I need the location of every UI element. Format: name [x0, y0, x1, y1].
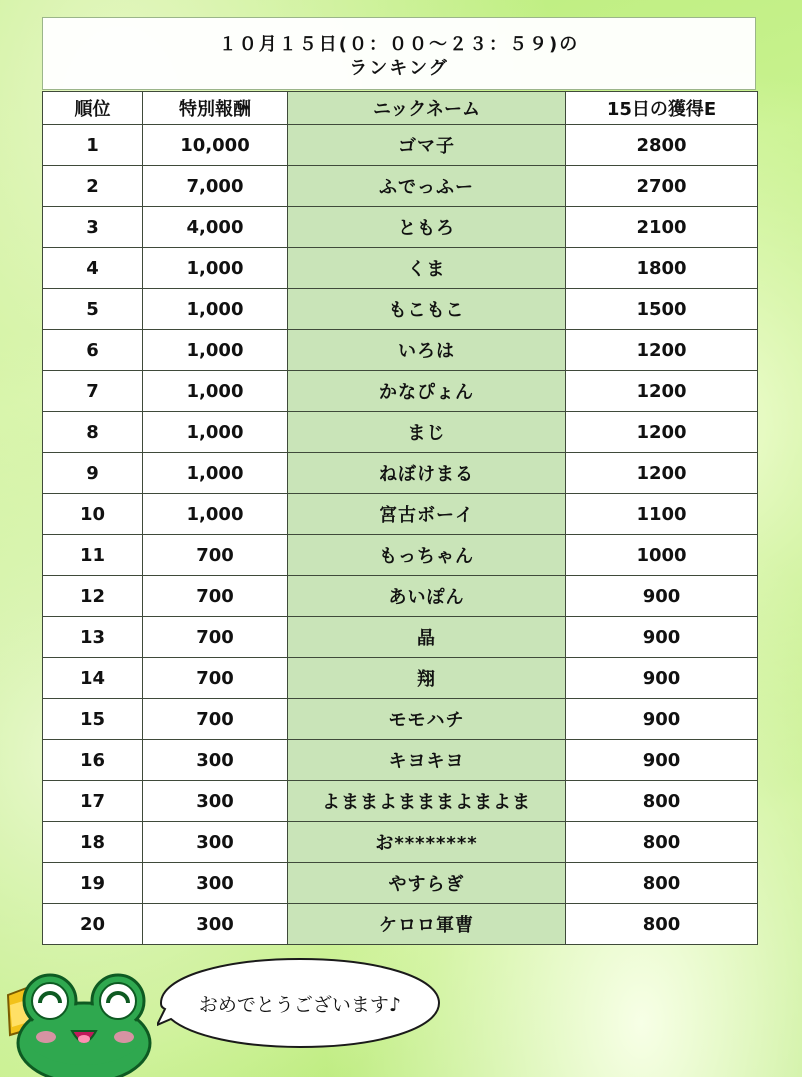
table-row	[43, 453, 758, 494]
rank-cell: 12	[43, 576, 143, 617]
nickname-cell: キヨキヨ	[288, 740, 566, 781]
reward-cell: 1,000	[143, 371, 288, 412]
points-cell: 800	[566, 822, 758, 863]
reward-cell: 1,000	[143, 330, 288, 371]
table-row	[43, 822, 758, 863]
reward-cell: 1,000	[143, 248, 288, 289]
table-row	[43, 576, 758, 617]
rank-cell: 4	[43, 248, 143, 289]
nickname-cell: 晶	[288, 617, 566, 658]
points-cell: 1800	[566, 248, 758, 289]
points-cell: 1200	[566, 371, 758, 412]
rank-cell: 7	[43, 371, 143, 412]
header-rank: 順位	[43, 92, 143, 125]
rank-cell: 3	[43, 207, 143, 248]
table-row	[43, 330, 758, 371]
nickname-cell: くま	[288, 248, 566, 289]
table-row	[43, 781, 758, 822]
reward-cell: 300	[143, 863, 288, 904]
rank-cell: 6	[43, 330, 143, 371]
rank-cell: 11	[43, 535, 143, 576]
nickname-cell: ゴマ子	[288, 125, 566, 166]
nickname-cell: よままよまままよまよま	[288, 781, 566, 822]
reward-cell: 700	[143, 699, 288, 740]
points-cell: 900	[566, 576, 758, 617]
table-row	[43, 617, 758, 658]
points-cell: 2100	[566, 207, 758, 248]
ranking-table-body	[43, 125, 758, 945]
table-row	[43, 289, 758, 330]
reward-cell: 300	[143, 904, 288, 945]
points-cell: 1100	[566, 494, 758, 535]
reward-cell: 700	[143, 658, 288, 699]
table-row	[43, 863, 758, 904]
reward-cell: 1,000	[143, 494, 288, 535]
rank-cell: 5	[43, 289, 143, 330]
rank-cell: 14	[43, 658, 143, 699]
frog-mascot-icon	[0, 965, 160, 1077]
rank-cell: 15	[43, 699, 143, 740]
nickname-cell: お********	[288, 822, 566, 863]
nickname-cell: まじ	[288, 412, 566, 453]
reward-cell: 300	[143, 822, 288, 863]
reward-cell: 4,000	[143, 207, 288, 248]
reward-cell: 1,000	[143, 453, 288, 494]
rank-cell: 17	[43, 781, 143, 822]
reward-cell: 700	[143, 535, 288, 576]
points-cell: 1000	[566, 535, 758, 576]
rank-cell: 1	[43, 125, 143, 166]
table-row	[43, 699, 758, 740]
rank-cell: 19	[43, 863, 143, 904]
table-row	[43, 658, 758, 699]
ranking-title-box	[42, 17, 756, 90]
nickname-cell: モモハチ	[288, 699, 566, 740]
points-cell: 900	[566, 658, 758, 699]
ranking-table	[42, 91, 758, 945]
points-cell: 1200	[566, 412, 758, 453]
nickname-cell: 宮古ボーイ	[288, 494, 566, 535]
points-cell: 800	[566, 863, 758, 904]
table-row	[43, 248, 758, 289]
rank-cell: 20	[43, 904, 143, 945]
rank-cell: 16	[43, 740, 143, 781]
points-cell: 800	[566, 904, 758, 945]
rank-cell: 9	[43, 453, 143, 494]
header-points: 15日の獲得E	[566, 92, 758, 125]
header-reward: 特別報酬	[143, 92, 288, 125]
nickname-cell: あいぽん	[288, 576, 566, 617]
table-row	[43, 371, 758, 412]
rank-cell: 18	[43, 822, 143, 863]
points-cell: 900	[566, 699, 758, 740]
table-row	[43, 412, 758, 453]
rank-cell: 13	[43, 617, 143, 658]
points-cell: 900	[566, 617, 758, 658]
reward-cell: 700	[143, 576, 288, 617]
rank-cell: 8	[43, 412, 143, 453]
table-row	[43, 494, 758, 535]
nickname-cell: もっちゃん	[288, 535, 566, 576]
nickname-cell: ケロロ軍曹	[288, 904, 566, 945]
table-row	[43, 535, 758, 576]
table-row	[43, 207, 758, 248]
reward-cell: 700	[143, 617, 288, 658]
points-cell: 2800	[566, 125, 758, 166]
rank-cell: 10	[43, 494, 143, 535]
nickname-cell: ふでっふー	[288, 166, 566, 207]
nickname-cell: ともろ	[288, 207, 566, 248]
table-row	[43, 125, 758, 166]
reward-cell: 7,000	[143, 166, 288, 207]
nickname-cell: かなぴょん	[288, 371, 566, 412]
nickname-cell: もこもこ	[288, 289, 566, 330]
title-line-ranking: ランキング	[349, 58, 449, 79]
table-row	[43, 740, 758, 781]
points-cell: 2700	[566, 166, 758, 207]
speech-bubble-text: おめでとうございます♪	[198, 993, 402, 1016]
nickname-cell: 翔	[288, 658, 566, 699]
points-cell: 1200	[566, 330, 758, 371]
nickname-cell: ねぼけまる	[288, 453, 566, 494]
nickname-cell: いろは	[288, 330, 566, 371]
points-cell: 900	[566, 740, 758, 781]
table-row	[43, 904, 758, 945]
table-row	[43, 166, 758, 207]
rank-cell: 2	[43, 166, 143, 207]
reward-cell: 1,000	[143, 412, 288, 453]
nickname-cell: やすらぎ	[288, 863, 566, 904]
reward-cell: 300	[143, 781, 288, 822]
points-cell: 1200	[566, 453, 758, 494]
header-nickname: ニックネーム	[288, 92, 566, 125]
points-cell: 800	[566, 781, 758, 822]
reward-cell: 1,000	[143, 289, 288, 330]
header-row	[43, 92, 758, 125]
reward-cell: 300	[143, 740, 288, 781]
points-cell: 1500	[566, 289, 758, 330]
reward-cell: 10,000	[143, 125, 288, 166]
title-line-date: １０月１５日(０：００～２３：５９)の	[218, 34, 580, 55]
